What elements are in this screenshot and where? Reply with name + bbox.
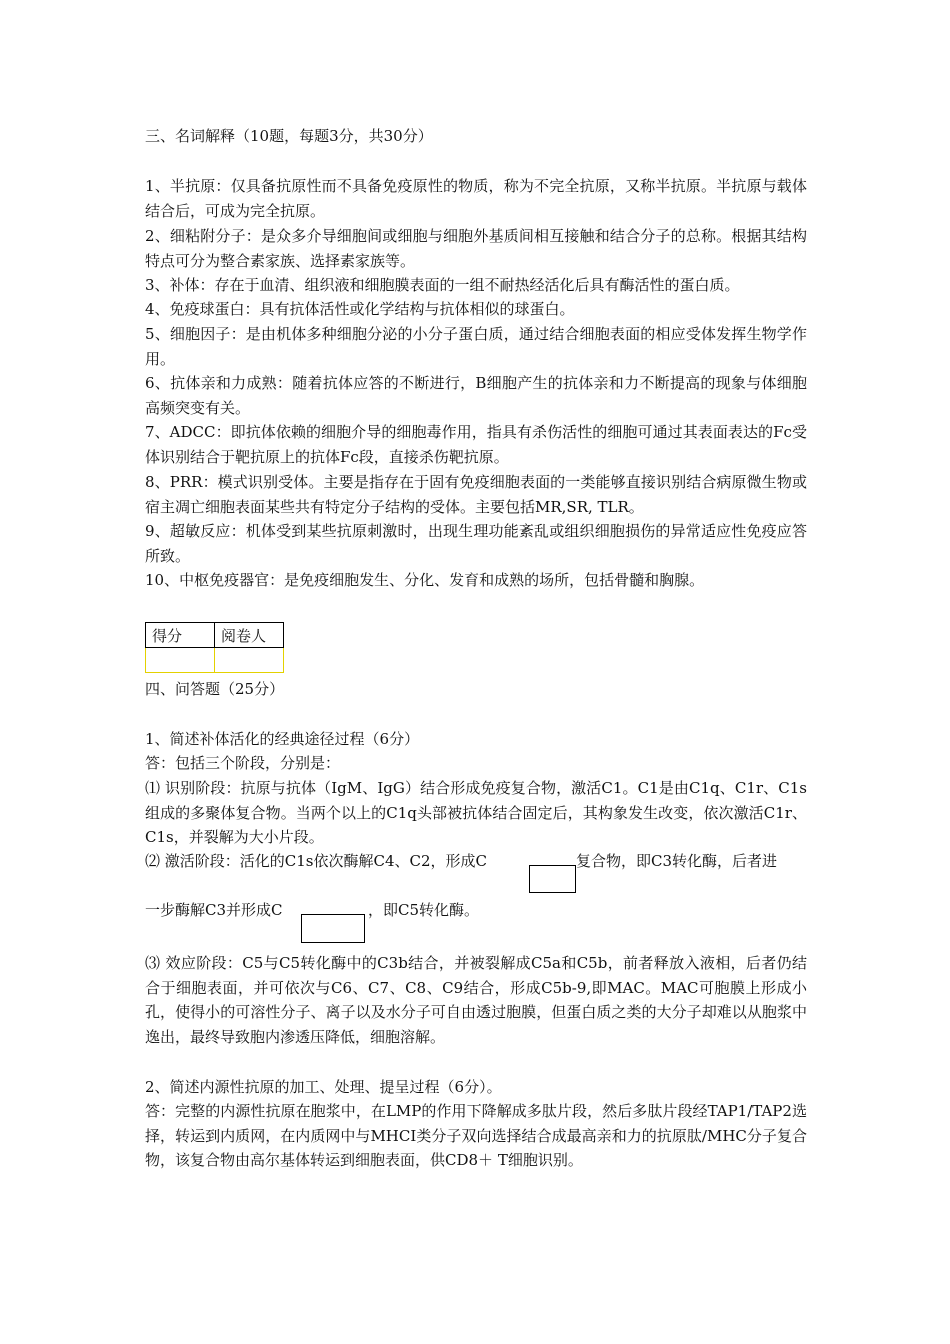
term-item-10: 10、中枢免疫器官：是免疫细胞发生、分化、发育和成熟的场所，包括骨髓和胸腺。 — [145, 571, 705, 589]
section4-heading: 四、问答题（25分） — [145, 680, 285, 698]
score-cell[interactable] — [146, 648, 215, 673]
q1-intro: 答：包括三个阶段，分别是： — [145, 754, 341, 772]
term-item-9: 9、超敏反应：机体受到某些抗原刺激时，出现生理功能紊乱或组织细胞损伤的异常适应性免疫应答所致。 — [145, 522, 807, 565]
term-item-3: 3、补体：存在于血清、组织液和细胞膜表面的一组不耐热经活化后具有酶活性的蛋白质。 — [145, 276, 740, 294]
q1-stage2-text-a: ⑵ 激活阶段：活化的C1s依次酶解C4、C2，形成C — [145, 852, 488, 870]
term-item-4: 4、免疫球蛋白：具有抗体活性或化学结构与抗体相似的球蛋白。 — [145, 300, 575, 318]
term-item-7: 7、ADCC：即抗体依赖的细胞介导的细胞毒作用，指具有杀伤活性的细胞可通过其表面表达的Fc受体识别结合于靶抗原上的抗体Fc段，直接杀伤靶抗原。 — [145, 423, 807, 466]
score-header: 得分 — [146, 623, 215, 648]
score-table — [145, 622, 284, 673]
q1-stage2-text-b: 复合物，即C3转化酶，后者进 — [576, 852, 778, 870]
grader-cell[interactable] — [215, 648, 284, 673]
term-item-2: 2、细粘附分子：是众多介导细胞间或细胞与细胞外基质间相互接触和结合分子的总称。根据其结构特点可分为整合素家族、选择素家族等。 — [145, 227, 807, 270]
answer-blank-c3-convertase[interactable] — [529, 865, 576, 893]
term-item-1: 1、半抗原：仅具备抗原性而不具备免疫原性的物质，称为不完全抗原，又称半抗原。半抗原与载体结合后，可成为完全抗原。 — [145, 177, 807, 220]
term-item-5: 5、细胞因子：是由机体多种细胞分泌的小分子蛋白质，通过结合细胞表面的相应受体发挥生物学作用。 — [145, 325, 807, 368]
term-item-6: 6、抗体亲和力成熟：随着抗体应答的不断进行，B细胞产生的抗体亲和力不断提高的现象与体细胞高频突变有关。 — [145, 374, 807, 417]
q1-stage2-text-d: ，即C5转化酶。 — [368, 901, 480, 919]
grader-header: 阅卷人 — [215, 623, 284, 648]
term-item-8: 8、PRR：模式识别受体。主要是指存在于固有免疫细胞表面的一类能够直接识别结合病原微生物或宿主凋亡细胞表面某些共有特定分子结构的受体。主要包括MR,SR, TLR。 — [145, 473, 807, 516]
q2-answer: 答：完整的内源性抗原在胞浆中，在LMP的作用下降解成多肽片段，然后多肽片段经TAP1/TAP2选择，转运到内质网，在内质网中与MHCⅠ类分子双向选择结合成最高亲和力的抗原肽/MHC分子复合物，该复合物由高尔基体转运到细胞表面，供CD8＋ T细胞识别。 — [145, 1102, 807, 1169]
q1-stage2-text-c: 一步酶解C3并形成C — [145, 901, 283, 919]
q1-stage1: ⑴ 识别阶段：抗原与抗体（IgM、IgG）结合形成免疫复合物，激活C1。C1是由C1q、C1r、C1s组成的多聚体复合物。当两个以上的C1q头部被抗体结合固定后，其构象发生改变，依次激活C1r、C1s，并裂解为大小片段。 — [145, 779, 807, 846]
q1-title: 1、简述补体活化的经典途径过程（6分） — [145, 730, 420, 748]
section3-heading: 三、名词解释（10题，每题3分，共30分） — [145, 127, 433, 145]
q2-title: 2、简述内源性抗原的加工、处理、提呈过程（6分）。 — [145, 1078, 502, 1096]
answer-blank-c5-convertase[interactable] — [301, 914, 365, 943]
q1-stage3: ⑶ 效应阶段：C5与C5转化酶中的C3b结合，并被裂解成C5a和C5b，前者释放入液相，后者仍结合于细胞表面，并可依次与C6、C7、C8、C9结合，形成C5b-9,即MAC。MAC可胞膜上形成小孔，使得小的可溶性分子、离子以及水分子可自由透过胞膜，但蛋白质之类的大分子却难以从胞浆中逸出，最终导致胞内渗透压降低，细胞溶解。 — [145, 954, 807, 1046]
